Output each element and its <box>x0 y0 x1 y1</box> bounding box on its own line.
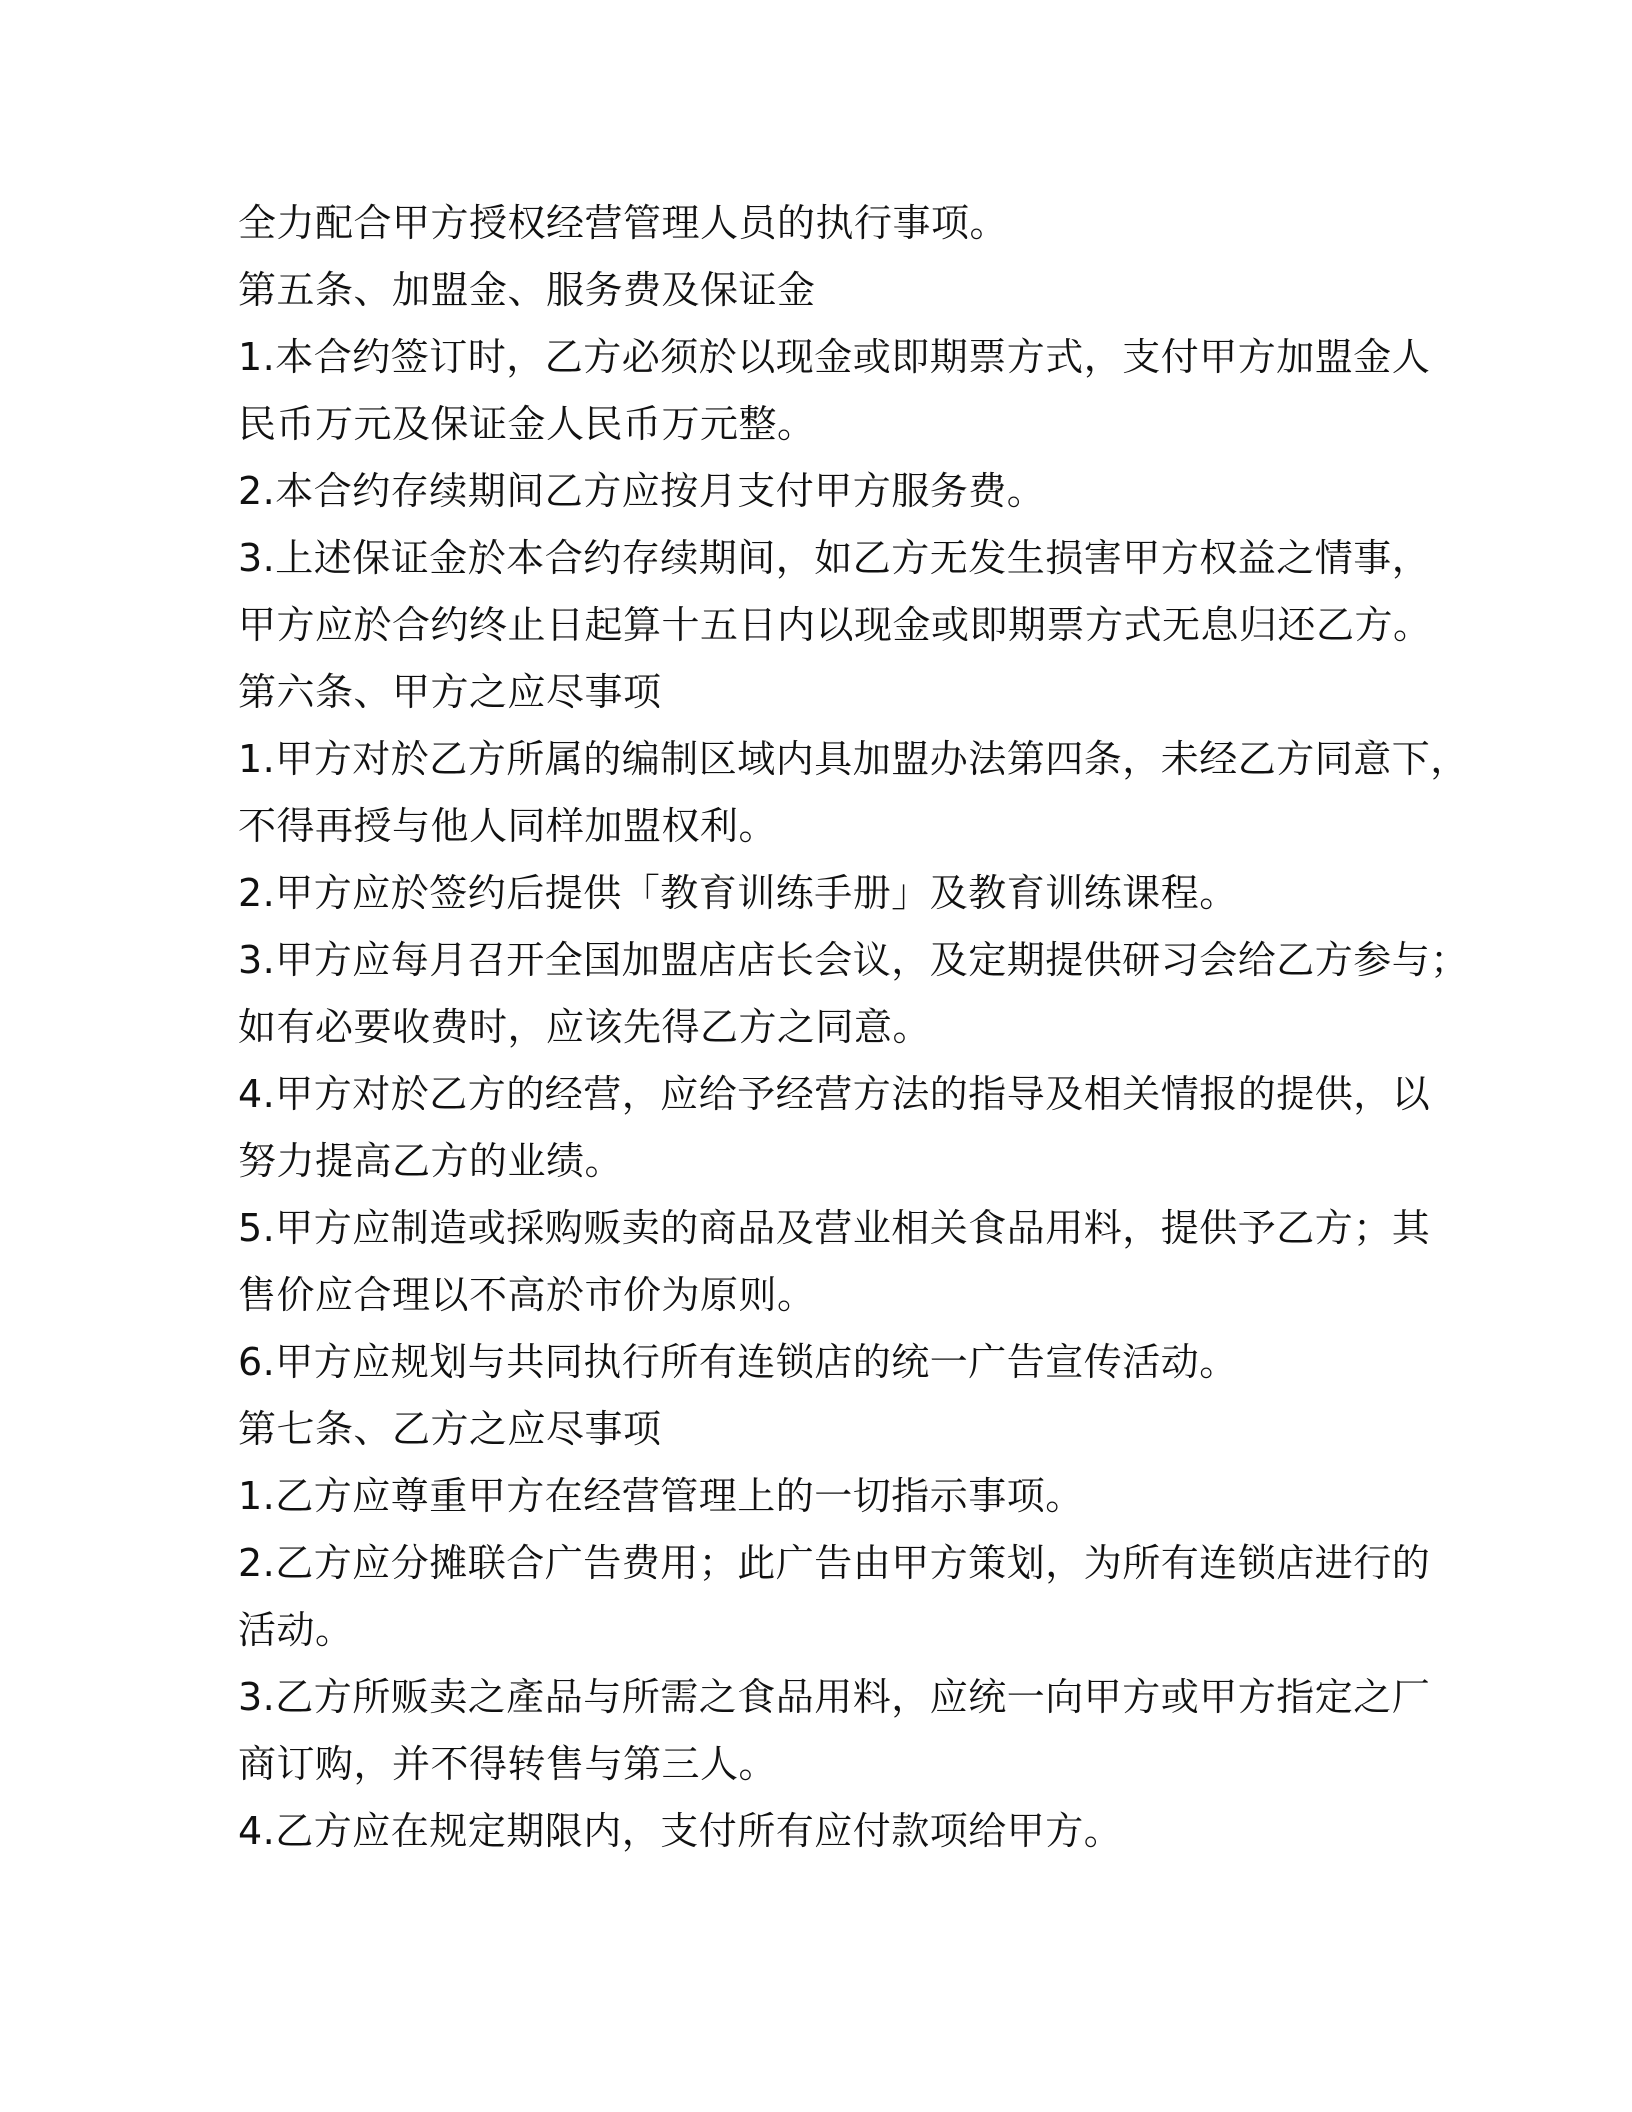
paragraph-line: 全力配合甲方授权经营管理人员的执行事项。 <box>238 201 1009 245</box>
paragraph-line: 3.甲方应每月召开全国加盟店店长会议，及定期提供研习会给乙方参与； <box>238 938 1469 982</box>
paragraph-line: 3.乙方所贩卖之產品与所需之食品用料，应统一向甲方或甲方指定之厂 <box>238 1675 1431 1719</box>
paragraph-line: 民币万元及保证金人民币万元整。 <box>238 402 816 446</box>
paragraph-line: 4.乙方应在规定期限内，支付所有应付款项给甲方。 <box>238 1809 1123 1853</box>
paragraph-line: 4.甲方对於乙方的经营，应给予经营方法的指导及相关情报的提供，以 <box>238 1072 1431 1116</box>
paragraph-line: 商订购，并不得转售与第三人。 <box>238 1742 778 1786</box>
paragraph-line: 售价应合理以不高於市价为原则。 <box>238 1273 816 1317</box>
paragraph-line: 1.本合约签订时，乙方必须於以现金或即期票方式，支付甲方加盟金人 <box>238 335 1431 379</box>
paragraph-line: 不得再授与他人同样加盟权利。 <box>238 804 778 848</box>
paragraph-line: 1.甲方对於乙方所属的编制区域内具加盟办法第四条，未经乙方同意下， <box>238 737 1469 781</box>
paragraph-line: 2.乙方应分摊联合广告费用；此广告由甲方策划，为所有连锁店进行的 <box>238 1541 1431 1585</box>
paragraph-line: 甲方应於合约终止日起算十五日内以现金或即期票方式无息归还乙方。 <box>238 603 1432 647</box>
section-heading-5: 第五条、加盟金、服务费及保证金 <box>238 268 816 312</box>
paragraph-line: 努力提高乙方的业绩。 <box>238 1139 624 1183</box>
paragraph-line: 3.上述保证金於本合约存续期间，如乙方无发生损害甲方权益之情事， <box>238 536 1431 580</box>
paragraph-line: 6.甲方应规划与共同执行所有连锁店的统一广告宣传活动。 <box>238 1340 1238 1384</box>
section-heading-7: 第七条、乙方之应尽事项 <box>238 1407 662 1451</box>
paragraph-line: 5.甲方应制造或採购贩卖的商品及营业相关食品用料，提供予乙方；其 <box>238 1206 1431 1250</box>
paragraph-line: 如有必要收费时，应该先得乙方之同意。 <box>238 1005 932 1049</box>
paragraph-line: 1.乙方应尊重甲方在经营管理上的一切指示事项。 <box>238 1474 1084 1518</box>
section-heading-6: 第六条、甲方之应尽事项 <box>238 670 662 714</box>
paragraph-line: 2.本合约存续期间乙方应按月支付甲方服务费。 <box>238 469 1046 513</box>
document-body <box>238 190 1469 1865</box>
paragraph-line: 2.甲方应於签约后提供「教育训练手册」及教育训练课程。 <box>238 871 1238 915</box>
paragraph-line: 活动。 <box>238 1608 354 1652</box>
